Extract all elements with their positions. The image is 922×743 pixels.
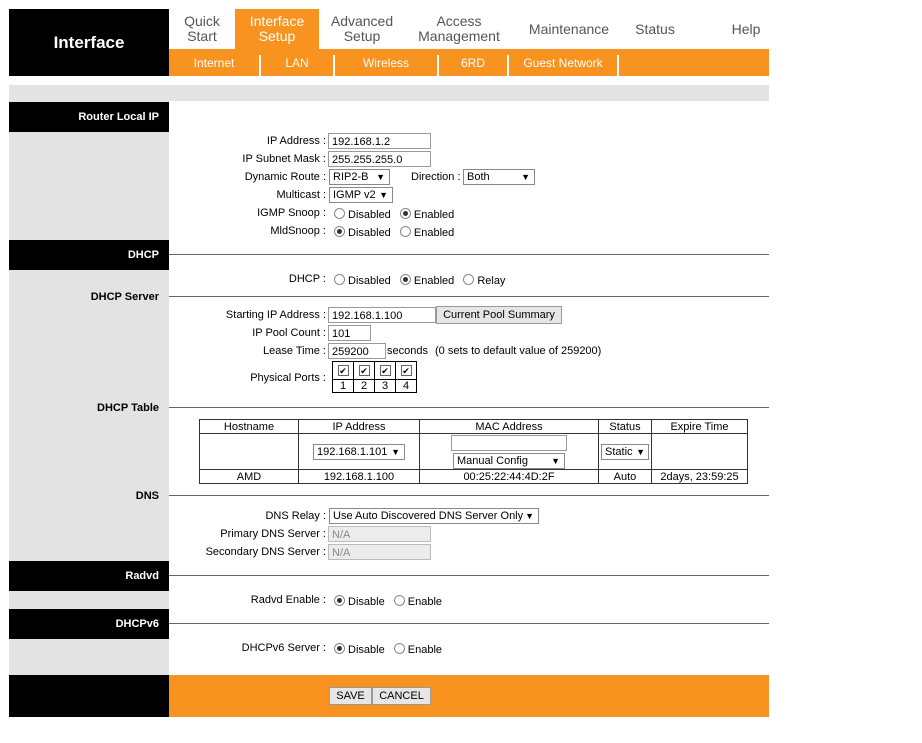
menu-label: Management <box>418 28 500 44</box>
dynamic-route-label: Dynamic Route : <box>244 171 326 183</box>
table-cell <box>652 434 748 470</box>
chevron-down-icon: ▼ <box>636 446 645 457</box>
select-value: Both <box>467 171 490 183</box>
ip-address-input[interactable]: 192.168.1.2 <box>328 133 431 149</box>
igmp-snoop-radios <box>334 208 460 221</box>
menu-label: Setup <box>258 28 296 44</box>
column-header: MAC Address <box>420 420 599 434</box>
port-4-checkbox[interactable]: ✔ <box>402 366 410 376</box>
table-cell <box>299 434 420 470</box>
chevron-down-icon: ▼ <box>391 446 400 457</box>
divider <box>169 623 769 624</box>
dns-relay-label: DNS Relay : <box>265 510 326 522</box>
port-2-checkbox[interactable]: ✔ <box>360 366 368 376</box>
ip-pool-count-input[interactable]: 101 <box>328 325 371 341</box>
dhcp-mode-label: DHCP : <box>288 273 326 285</box>
chevron-down-icon: ▼ <box>521 172 530 182</box>
divider <box>169 296 769 297</box>
direction-select[interactable] <box>463 169 535 185</box>
primary-dns-label: Primary DNS Server : <box>220 528 326 540</box>
select-value: 192.168.1.101 <box>317 445 388 458</box>
menu-help[interactable] <box>715 9 777 49</box>
port-1-checkbox[interactable]: ✔ <box>339 366 347 376</box>
menu-label: Quick <box>184 13 220 29</box>
port-number: 3 <box>375 380 396 393</box>
dhcpv6-disable-radio[interactable] <box>334 643 345 654</box>
ip-address-label: IP Address : <box>266 135 326 147</box>
section-router-local-ip: Router Local IP <box>9 102 169 132</box>
table-row <box>200 470 748 484</box>
column-header: Expire Time <box>652 420 748 434</box>
menu-label: Advanced <box>330 13 394 29</box>
menu-interface-setup[interactable] <box>235 9 319 49</box>
radio-label: Disabled <box>348 209 391 221</box>
menu-label: Help <box>731 20 761 37</box>
chevron-down-icon: ▼ <box>525 511 534 521</box>
menu-access-management[interactable] <box>405 9 513 49</box>
port-cell <box>333 362 354 380</box>
menu-maintenance[interactable] <box>513 9 625 49</box>
select-value: Manual Config <box>457 454 528 467</box>
table-cell: 2days, 23:59:25 <box>652 470 748 484</box>
primary-dns-input[interactable]: N/A <box>328 526 431 542</box>
mld-snoop-label: MldSnoop : <box>270 225 326 237</box>
cancel-button[interactable]: CANCEL <box>372 687 431 705</box>
select-value: IGMP v2 <box>333 189 376 201</box>
menu-advanced-setup[interactable] <box>319 9 405 49</box>
section-radvd: Radvd <box>9 561 169 591</box>
multicast-select[interactable] <box>329 187 393 203</box>
lease-time-label: Lease Time : <box>263 345 326 357</box>
dhcpv6-server-label: DHCPv6 Server : <box>241 642 326 654</box>
submenu-guest-network[interactable]: Guest Network <box>523 55 603 70</box>
direction-label: Direction : <box>411 171 461 183</box>
table-cell: 00:25:22:44:4D:2F <box>420 470 599 484</box>
lease-time-note: (0 sets to default value of 259200) <box>435 345 602 357</box>
subnet-mask-input[interactable]: 255.255.255.0 <box>328 151 431 167</box>
main-menu <box>169 9 769 49</box>
mld-disabled-radio[interactable] <box>334 226 345 237</box>
footer-bar <box>169 675 769 717</box>
table-cell: 192.168.1.100 <box>299 470 420 484</box>
select-value: RIP2-B <box>333 171 369 183</box>
dhcp-relay-radio[interactable] <box>463 274 474 285</box>
table-cell <box>599 434 652 470</box>
multicast-label: Multicast : <box>276 189 326 201</box>
ip-pool-count-label: IP Pool Count : <box>252 327 326 339</box>
top-gray-bar <box>9 85 769 101</box>
mac-mode-select[interactable] <box>453 453 565 469</box>
table-cell <box>200 434 299 470</box>
radvd-enable-radio[interactable] <box>394 595 405 606</box>
ip-address-select[interactable] <box>313 444 405 460</box>
column-header: Hostname <box>200 420 299 434</box>
physical-ports-table <box>332 361 417 393</box>
radvd-radios <box>334 595 448 608</box>
dhcpv6-radios <box>334 643 448 656</box>
secondary-dns-label: Secondary DNS Server : <box>205 546 326 558</box>
dhcp-table <box>199 419 748 484</box>
section-dhcp: DHCP <box>9 240 169 270</box>
mld-enabled-radio[interactable] <box>400 226 411 237</box>
submenu-internet[interactable]: Internet <box>193 55 235 70</box>
select-value: Static <box>605 445 633 458</box>
dns-relay-select[interactable] <box>329 508 539 524</box>
menu-label: Access <box>436 13 482 29</box>
igmp-disabled-radio[interactable] <box>334 208 345 219</box>
port-3-checkbox[interactable]: ✔ <box>381 366 389 376</box>
radio-label: Disable <box>348 596 385 608</box>
divider <box>169 575 769 576</box>
port-number: 2 <box>354 380 375 393</box>
radvd-enable-label: Radvd Enable : <box>250 594 326 606</box>
chevron-down-icon: ▼ <box>376 172 385 182</box>
dhcp-disabled-radio[interactable] <box>334 274 345 285</box>
dynamic-route-select[interactable] <box>329 169 390 185</box>
submenu-wireless[interactable]: Wireless <box>362 55 409 70</box>
lease-time-unit: seconds <box>387 345 428 357</box>
brand-title: Interface <box>9 9 169 76</box>
secondary-dns-input[interactable]: N/A <box>328 544 431 560</box>
radio-label: Enable <box>407 596 443 608</box>
radio-label: Enable <box>407 644 443 656</box>
menu-status[interactable] <box>625 9 685 49</box>
radio-label: Enabled <box>413 275 455 287</box>
select-value: Use Auto Discovered DNS Server Only <box>333 510 524 522</box>
chevron-down-icon: ▼ <box>551 455 560 466</box>
port-cell <box>375 362 396 380</box>
radio-label: Disabled <box>348 275 391 287</box>
divider <box>169 254 769 255</box>
table-cell <box>420 434 599 470</box>
igmp-snoop-label: IGMP Snoop : <box>257 207 326 219</box>
radio-label: Enabled <box>413 227 455 239</box>
sub-menu <box>169 49 769 76</box>
mac-address-input[interactable] <box>451 435 567 451</box>
menu-quick-start[interactable] <box>169 9 235 49</box>
dhcp-enabled-radio[interactable] <box>400 274 411 285</box>
column-header: Status <box>599 420 652 434</box>
section-dns: DNS <box>135 490 159 502</box>
chevron-down-icon: ▼ <box>379 190 388 200</box>
save-button[interactable]: SAVE <box>329 687 372 705</box>
section-dhcp-server: DHCP Server <box>90 291 159 303</box>
submenu-lan[interactable]: LAN <box>285 55 309 70</box>
divider <box>169 495 769 496</box>
radio-label: Disabled <box>348 227 391 239</box>
mld-snoop-radios <box>334 226 460 239</box>
igmp-enabled-radio[interactable] <box>400 208 411 219</box>
starting-ip-label: Starting IP Address : <box>225 309 326 321</box>
lease-time-input[interactable]: 259200 <box>328 343 386 359</box>
menu-label: Maintenance <box>528 20 610 37</box>
port-cell <box>396 362 417 380</box>
port-number: 1 <box>333 380 354 393</box>
port-cell <box>354 362 375 380</box>
physical-ports-label: Physical Ports : <box>250 372 326 384</box>
section-dhcpv6: DHCPv6 <box>9 609 169 639</box>
radio-label: Relay <box>477 275 506 287</box>
radio-label: Disable <box>348 644 385 656</box>
table-cell: AMD <box>200 470 299 484</box>
subnet-mask-label: IP Subnet Mask : <box>242 153 326 165</box>
divider <box>169 407 769 408</box>
dhcpv6-enable-radio[interactable] <box>394 643 405 654</box>
menu-label: Start <box>187 28 217 44</box>
submenu-separator <box>617 55 619 76</box>
table-cell: Auto <box>599 470 652 484</box>
radvd-disable-radio[interactable] <box>334 595 345 606</box>
section-dhcp-table: DHCP Table <box>97 402 159 414</box>
menu-label: Setup <box>343 28 381 44</box>
submenu-6rd[interactable]: 6RD <box>460 55 485 70</box>
port-number: 4 <box>396 380 417 393</box>
radio-label: Enabled <box>413 209 455 221</box>
menu-label: Status <box>635 20 675 37</box>
menu-label: Interface <box>249 13 305 29</box>
current-pool-summary-button[interactable]: Current Pool Summary <box>436 306 562 324</box>
starting-ip-input[interactable]: 192.168.1.100 <box>328 307 436 323</box>
dhcp-mode-radios <box>334 274 511 287</box>
column-header: IP Address <box>299 420 420 434</box>
status-select[interactable] <box>601 444 649 460</box>
footer-left <box>9 675 169 717</box>
